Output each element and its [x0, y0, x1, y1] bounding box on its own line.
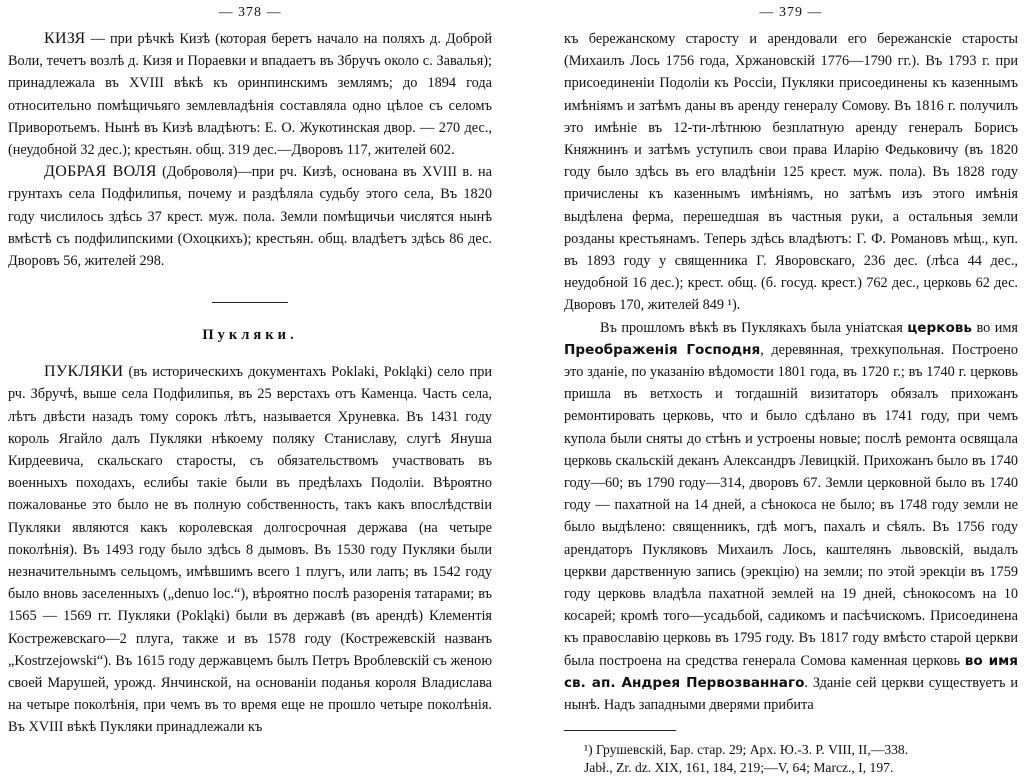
section-body [8, 361, 492, 738]
entry-lead: КИЗЯ [44, 30, 86, 47]
entry-lead: ДОБРАЯ ВОЛЯ [44, 163, 157, 181]
text-run: . Зданіе сей церкви существуетъ и нынѣ. Надъ западными дверями прибита [564, 674, 1018, 714]
entry-dobraya-volya [8, 161, 492, 272]
paragraph-continuation: къ бережанскому старосту и арендовали его бережанскіе старосты (Михаилъ Лось 1756 года, Хржановскій 1776—1790 гг.). Въ 1793 г. при присоединеніи Подоліи къ Россіи, Пукляки присоединены къ казеннымъ имѣніямъ и затѣмъ даны въ аренду генералу Сомову. Въ 1816 г. получилъ это имѣніе въ 12-ти-лѣтнюю безплатную аренду генералъ Борисъ Княжнинъ и затѣмъ уступилъ свои права Иларію Федьковичу (въ 1820 году было здѣсь въ его владѣніи 125 крест. муж. пола). Въ 1828 году причислены къ казеннымъ имѣніямъ, но затѣмъ изъ этого имѣнія выдѣлена ферма, перешедшая въ частныя руки, а остальныя земли розданы крестьянамъ. Теперь здѣсь владѣютъ: Г. Ф. Романовъ мѣщ., куп. въ 1893 году у священника Г. Яворовскаго, 236 дес. (лѣса 44 дес., неудобной 16 дес.); крест. общ. (б. госуд. крест.) 762 дес., церковь 62 дес. Дворовъ 170, жителей 849 ¹). [564, 31, 1018, 314]
footnote-1: ¹) Грушевскій, Бар. стар. 29; Арх. Ю.-З. Р. VIII, II,—338. [584, 742, 909, 758]
section-heading: Пукляки. [202, 327, 298, 344]
entry-text: (Доброволя)—при рч. Кизѣ, основана въ XVIII в. на грунтахъ села Подфилипья, почему и раздѣляла судьбу этого села, Въ 1820 году числилось здѣсь 37 крест. муж. пола. Земли помѣщичьи числятся нынѣ вмѣстѣ съ подфилипскими (Охоцкихъ); крестьян. общ. владѣетъ здѣсь 86 дес. Дворовъ 56, жителей 298. [8, 164, 492, 270]
emphasis-text: во имя св. ап. Андрея Первозваннаго [564, 652, 1018, 691]
section-text: (въ историческихъ документахъ Poklaki, Pokląki) село при рч. Збручѣ, выше села Подфилипья, въ 25 верстахъ отъ Каменца. Часть села, лѣтъ двѣсти назадъ тому сорокъ лѣтъ, называется Хруневка. Въ 1431 году король Ягайло далъ Пукляки нѣкоему поляку Станиславу, слугѣ Януша Кирдеевича, скальскаго старосты, съ обязательствомъ участвовать въ военныхъ походахъ, еслибы такіе были въ предѣлахъ Подоліи. Вѣроятно пожалованье это было не въ полную собственность, такъ какъ впослѣдствіи Пукляки являются какъ королевская долгосрочная держава (на четыре поколѣнія). Въ 1493 году было здѣсь 8 дымовъ. Въ 1530 году Пукляки были незначительнымъ сельцомъ, имѣвшимъ всего 1 плугъ, или лапъ; въ 1542 году было вновь заселенныхъ („denuo loc.“), вѣроятно послѣ разоренія татарами; въ 1565 — 1569 гг. Пукляки (Pokląki) были въ державѣ (въ арендѣ) Клементія Кострежевскаго—2 плуга, также и въ 1578 году (Кострежевскій названъ „Kostrzejowski“). Въ 1615 году державцемъ былъ Петръ Вроблевскій съ женою своей Марушей, урожд. Янчинской, на основаніи поданья короля Владислава на четыре поколѣнія, при чемъ въ то время еще не прошло четыре поколѣнія. Въ XVIII вѣкѣ Пукляки принадлежали къ [8, 364, 492, 736]
footnote-rule [564, 730, 676, 731]
section-lead: ПУКЛЯКИ [44, 363, 124, 381]
page-number: — 379 — [759, 5, 823, 20]
emphasis-text: церковь [907, 319, 973, 336]
text-run: , деревянная, трехкупольная. Построено это зданіе, по указанію вѣдомости 1801 года, въ 1720 г.; въ 1740 г. церковь пришла въ ветхость и тогдашній визитаторъ обязалъ прихожанъ ремонтировать церковь, что и было сдѣлано въ 1741 году, при чемъ купола были сняты до стѣнъ и устроены новые; послѣ ремонта освящала церковь скальскій деканъ Александръ Левицкій. Прихожанъ было въ 1740 году—60; въ 1790 году—314, дворовъ 67. Земли церковной было въ 1740 году — пахатной на 14 дней, а сѣнокоса не было; въ 1748 году земли не было выдѣлено: священникъ, гдѣ могъ, пахалъ и сѣялъ. Въ 1756 году арендаторъ Пукляковъ Михаилъ Лось, каштелянъ львовскій, выдалъ церкви дарственную запись (эрекцію) на земли; по этой эрекціи въ 1759 году церковь владѣла пахатной землей на 19 дней, сѣнокосомъ на 10 косарей; кромѣ того—усадьбой, садикомъ и пасѣчискомъ. Присоединена къ православію церковь въ 1795 году. Въ 1817 году вмѣсто старой церкви была построена на средства генерала Сомова каменная церковь [564, 341, 1018, 669]
text-run: во имя [972, 319, 1018, 336]
entry-text: — при рѣчкѣ Кизѣ (которая беретъ начало на поляхъ д. Доброй Воли, течетъ возлѣ д. Кизя и Пораевки и впадаетъ въ Збручъ около с. Завалья); принадлежала въ XVIII вѣкѣ къ оринпинскимъ землямъ; до 1894 года относительно помѣщичьяго землевладѣнія составляла одно цѣлое съ селомъ Приворотьемъ. Нынѣ въ Кизѣ владѣютъ: Е. О. Жукотинская двор. — 270 дес., (неудобной 32 дес.); крестьян. общ. 319 дес.—Дворовъ 117, жителей 602. [8, 31, 492, 159]
emphasis-text: Преображенія Господня [564, 341, 761, 358]
left-page [0, 0, 512, 746]
paragraph-church [564, 317, 1018, 717]
footnote-2: Jabł., Zr. dz. XIX, 161, 184, 219;—V, 64; Marcz., I, 197. [584, 760, 894, 776]
entry-kizya [8, 28, 492, 161]
text-run: Въ прошломъ вѣкѣ въ Пуклякахъ была уніатская [600, 319, 908, 336]
right-page [512, 0, 1024, 776]
page-number: — 378 — [218, 5, 282, 20]
section-separator [212, 302, 288, 303]
